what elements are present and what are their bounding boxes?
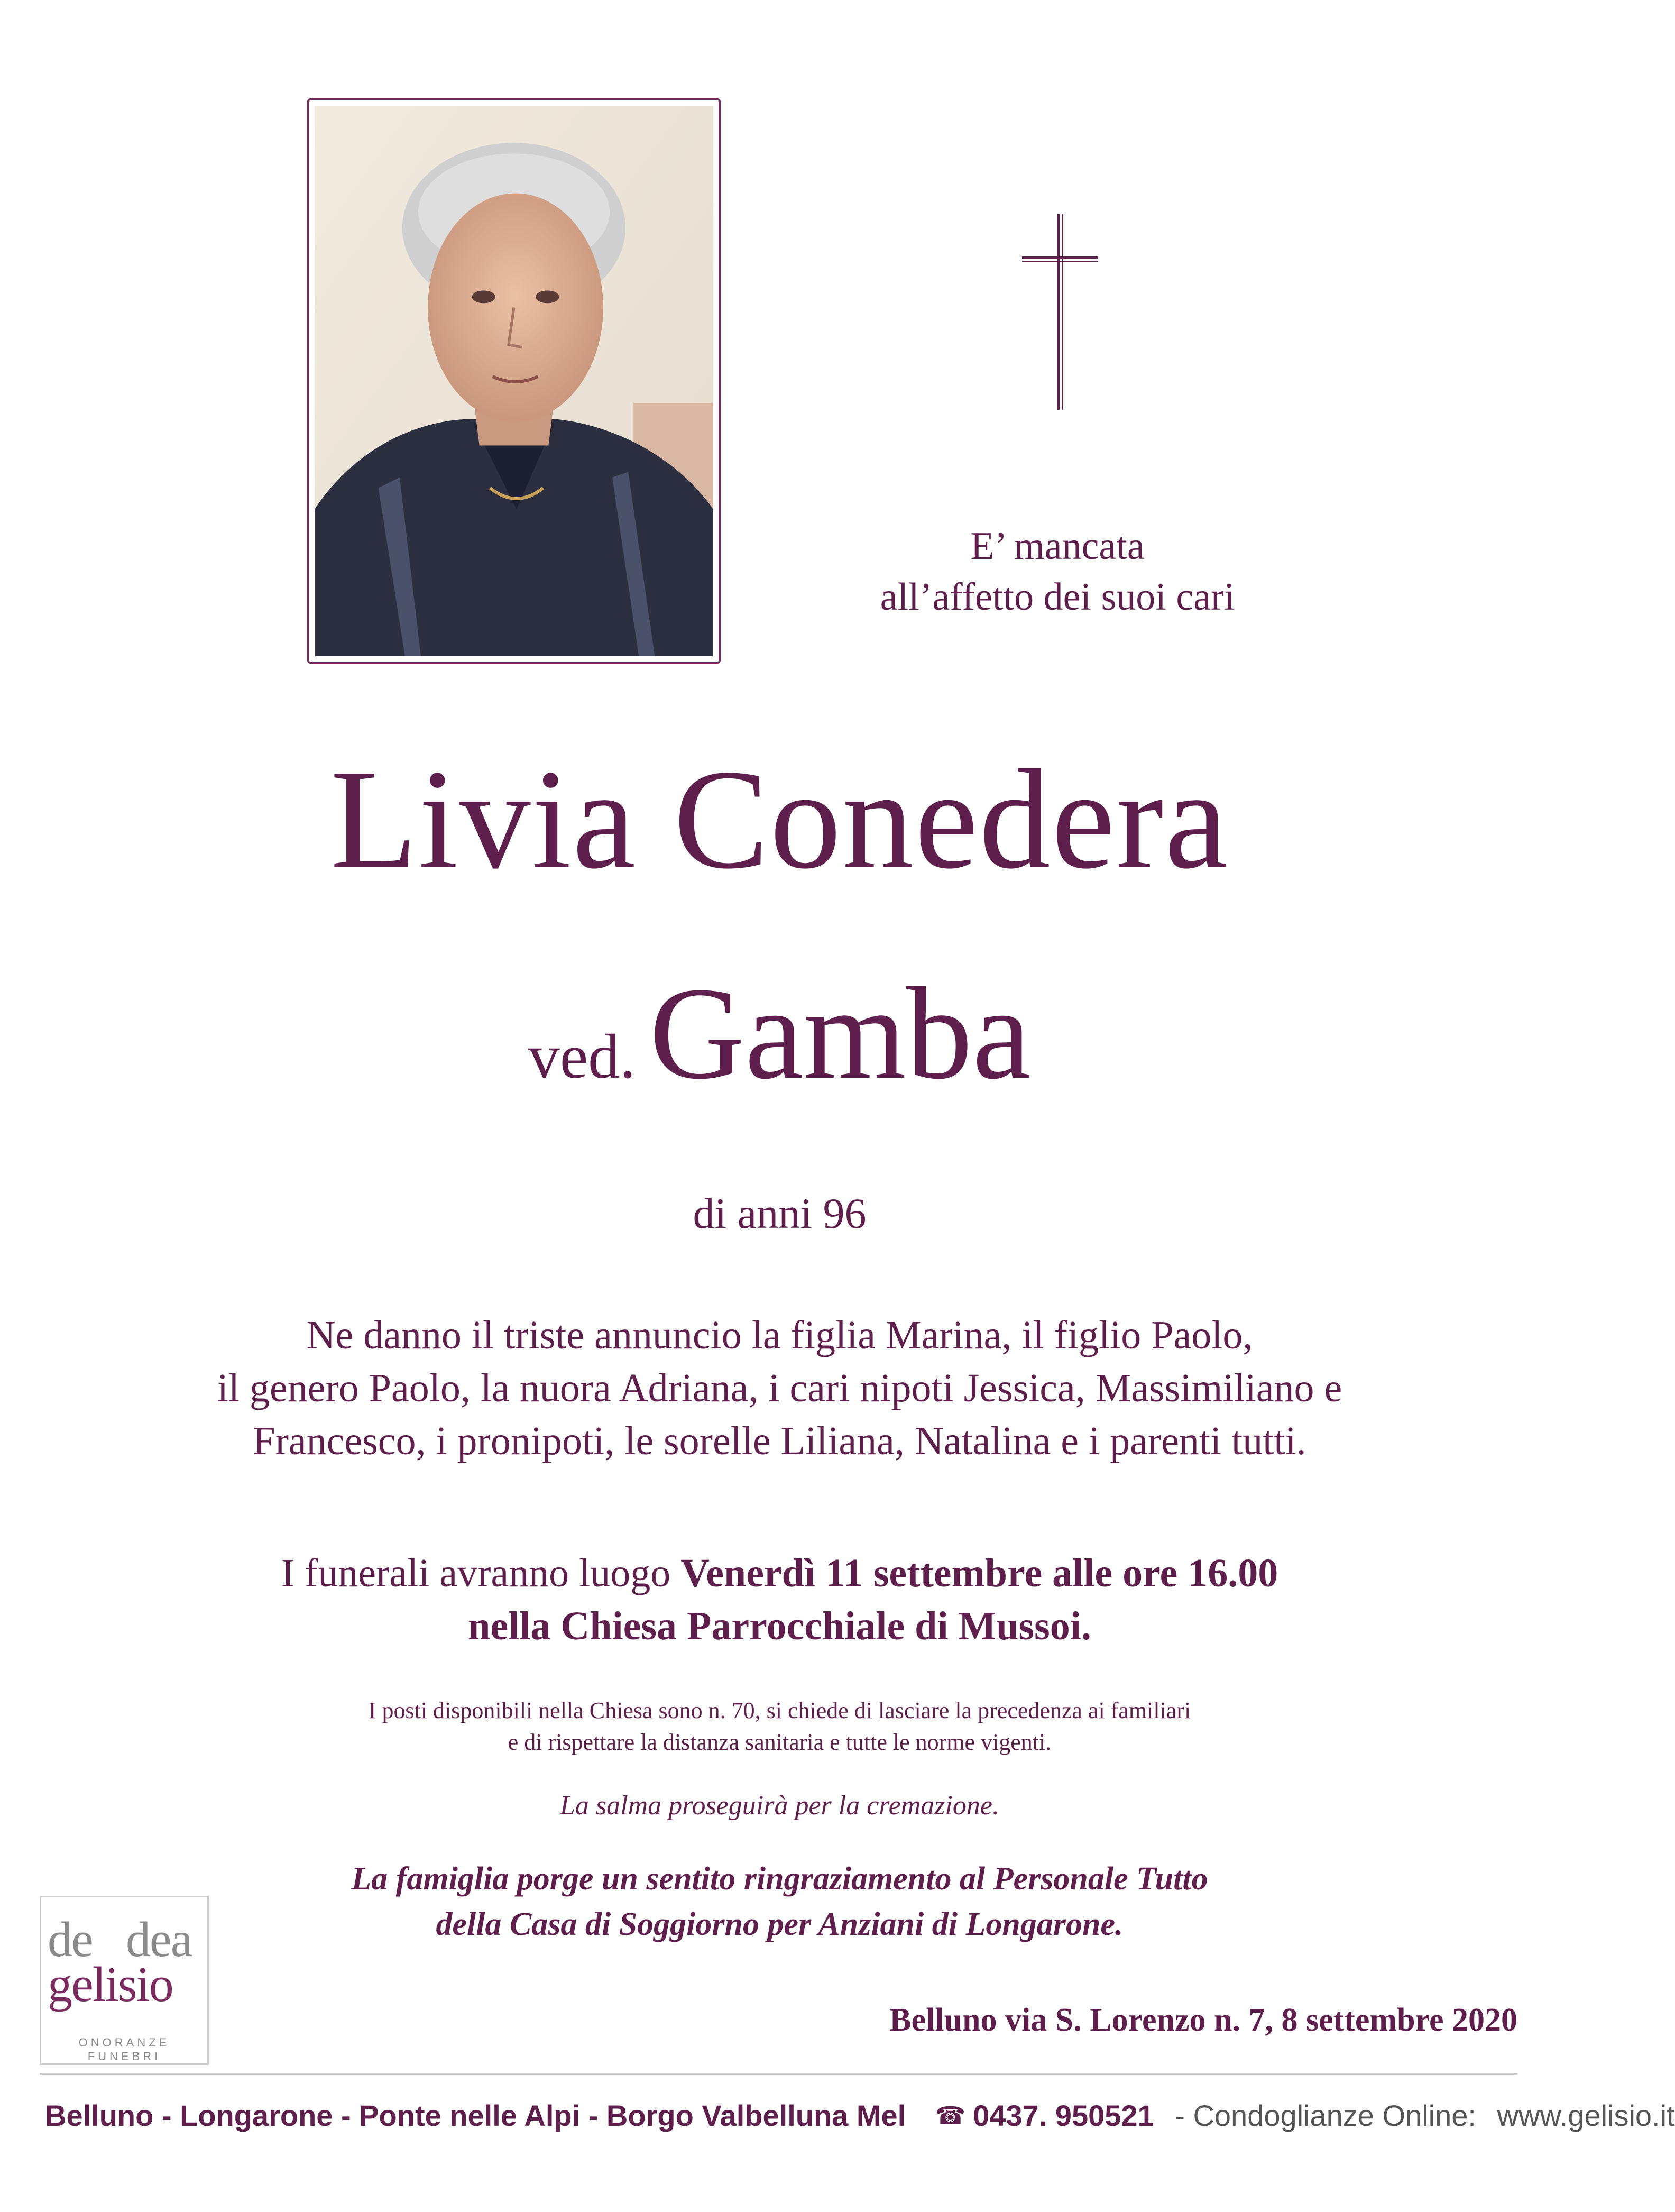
married-prefix: ved. — [528, 1021, 636, 1091]
portrait-image — [315, 106, 713, 656]
intro-line-1: E’ mancata — [970, 525, 1145, 568]
thanks-line-1: La famiglia porge un sentito ringraziamento al Personale Tutto — [351, 1861, 1208, 1897]
logo-word-gelisio: gelisio — [48, 1957, 173, 2012]
married-surname: Gamba — [649, 960, 1032, 1107]
married-name-line — [0, 960, 1559, 1139]
intro-line-2: all’affetto dei suoi cari — [880, 575, 1235, 619]
announcement-line-3: Francesco, i pronipoti, le sorelle Liliana, Natalina e i parenti tutti. — [253, 1419, 1306, 1463]
thanks-text — [0, 1856, 1559, 1947]
announcement-line-2: il genero Paolo, la nuora Adriana, i cari nipoti Jessica, Massimiliano e — [217, 1366, 1342, 1410]
age-text: di anni 96 — [693, 1189, 867, 1237]
cross-icon — [1018, 214, 1102, 410]
funeral-line-1 — [0, 1547, 1559, 1600]
thanks-line-2: della Casa di Soggiorno per Anziani di Longarone. — [436, 1906, 1124, 1942]
deceased-name: Livia Conedera — [330, 740, 1229, 898]
footer-divider — [40, 2073, 1517, 2075]
funeral-date-time: Venerdì 11 settembre alle ore 16.00 — [680, 1551, 1278, 1595]
intro-text — [793, 521, 1322, 622]
place-date: Belluno via S. Lorenzo n. 7, 8 settembre 2020 — [889, 2002, 1517, 2038]
notice-line-2: e di rispettare la distanza sanitaria e tutte le norme vigenti. — [508, 1729, 1052, 1755]
logo-word-dea: dea — [126, 1912, 192, 1967]
funeral-line-2 — [0, 1600, 1559, 1653]
footer — [45, 2094, 1675, 2136]
funeral-details — [0, 1547, 1559, 1653]
footer-cities: Belluno - Longarone - Ponte nelle Alpi - Borgo Valbelluna Mel — [45, 2099, 906, 2132]
telephone-icon: ☎ — [935, 2101, 966, 2129]
announcement-text — [0, 1309, 1559, 1467]
footer-online-label: - Condoglianze Online: — [1175, 2099, 1476, 2132]
logo-subtitle: ONORANZE FUNEBRI — [78, 2036, 170, 2063]
footer-website-link[interactable]: www.gelisio.it — [1497, 2099, 1675, 2132]
portrait-photo — [307, 98, 721, 664]
seating-notice — [0, 1695, 1559, 1758]
logo-word-de: de — [48, 1912, 93, 1967]
funeral-location: nella Chiesa Parrocchiale di Mussoi. — [468, 1604, 1091, 1648]
notice-line-1: I posti disponibili nella Chiesa sono n. 70, si chiede di lasciare la precedenza ai familiari — [368, 1697, 1191, 1723]
announcement-line-1: Ne danno il triste annuncio la figlia Marina, il figlio Paolo, — [306, 1313, 1253, 1357]
cremation-note: La salma proseguirà per la cremazione. — [559, 1791, 999, 1821]
funeral-home-logo — [40, 1896, 209, 2065]
funeral-intro: I funerali avranno luogo — [281, 1551, 681, 1595]
footer-phone — [935, 2099, 1154, 2132]
footer-phone-number: 0437. 950521 — [973, 2099, 1154, 2132]
